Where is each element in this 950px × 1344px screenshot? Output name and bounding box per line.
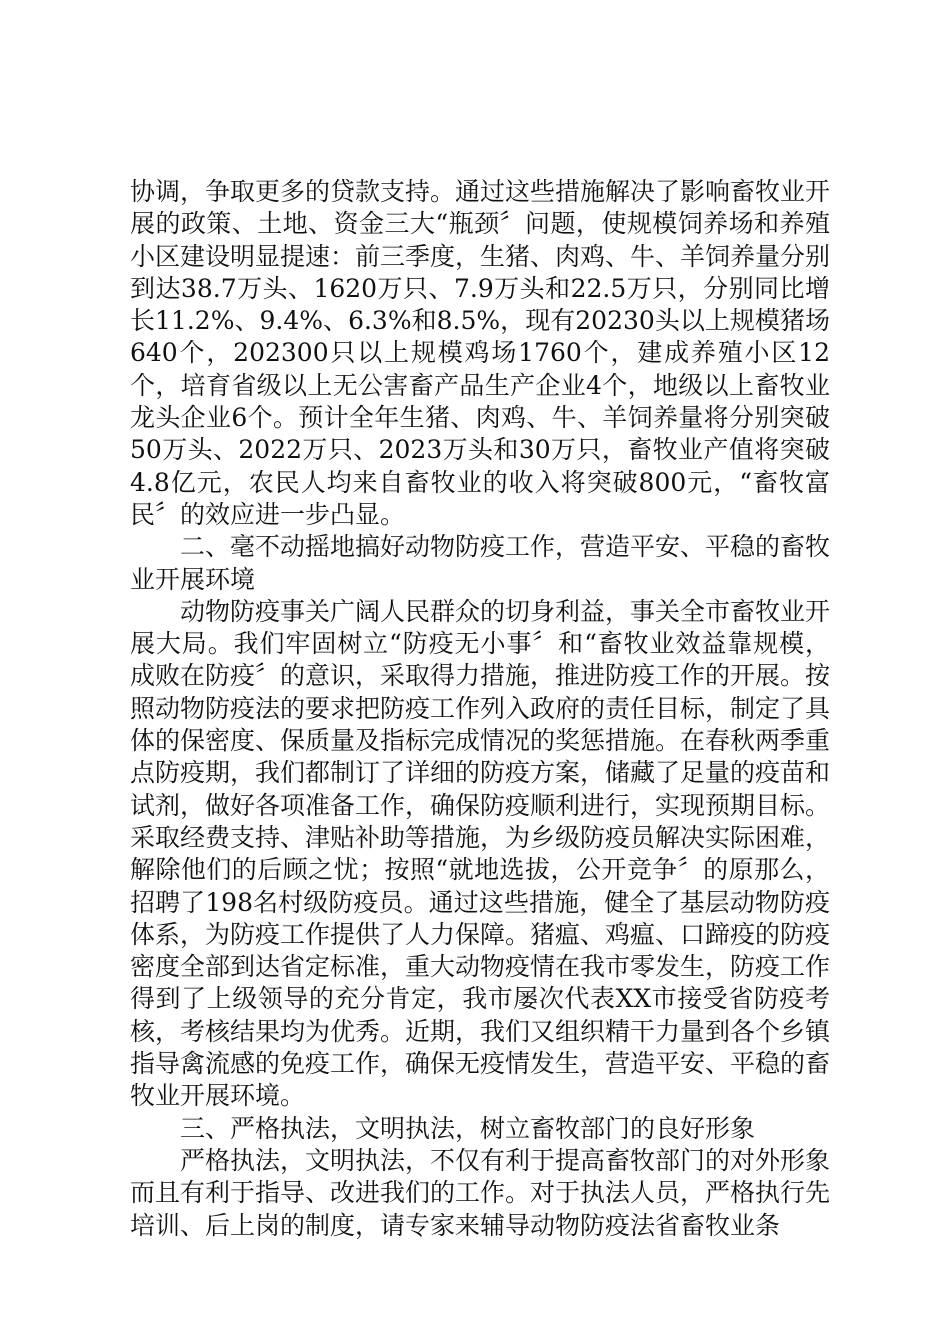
body-paragraph: 协调，争取更多的贷款支持。通过这些措施解决了影响畜牧业开展的政策、土地、资金三大“瓶颈〞问题，使规模饲养场和养殖小区建设明显提速：前三季度，生猪、肉鸡、牛、羊饲养量分别到达38.7万头、1620万只、7.9万头和22.5万只，分别同比增长11.2%、9.4%、6.3%和8.5%，现有20230头以上规模猪场640个，202300只以上规模鸡场1760个，建成养殖小区12个，培育省级以上无公害畜产品生产企业4个，地级以上畜牧业龙头企业6个。预计全年生猪、肉鸡、牛、羊饲养量将分别突破50万头、2022万只、2023万头和30万只，畜牧业产值将突破4.8亿元，农民人均来自畜牧业的收入将突破800元，“畜牧富民〞的效应进一步凸显。 [130, 177, 831, 529]
section-heading: 二、毫不动摇地搞好动物防疫工作，营造平安、平稳的畜牧业开展环境 [130, 532, 831, 594]
section-heading: 三、严格执法，文明执法，树立畜牧部门的良好形象 [180, 1113, 756, 1143]
body-paragraph: 动物防疫事关广阔人民群众的切身利益，事关全市畜牧业开展大局。我们牢固树立“防疫无小事〞和“畜牧业效益靠规模，成败在防疫〞的意识，采取得力措施，推进防疫工作的开展。按照动物防疫法的要求把防疫工作列入政府的责任目标，制定了具体的保密度、保质量及指标完成情况的奖惩措施。在春秋两季重点防疫期，我们都制订了详细的防疫方案，储藏了足量的疫苗和试剂，做好各项准备工作，确保防疫顺利进行，实现预期目标。采取经费支持、津贴补助等措施，为乡级防疫员解决实际困难，解除他们的后顾之忧；按照“就地选拔，公开竞争〞的原那么，招聘了198名村级防疫员。通过这些措施，健全了基层动物防疫体系，为防疫工作提供了人力保障。猪瘟、鸡瘟、口蹄疫的防疫密度全部到达省定标准，重大动物疫情在我市零发生，防疫工作得到了上级领导的充分肯定，我市屡次代表XX市接受省防疫考核，考核结果均为优秀。近期，我们又组织精干力量到各个乡镇指导禽流感的免疫工作，确保无疫情发生，营造平安、平稳的畜牧业开展环境。 [130, 596, 831, 1111]
body-paragraph: 严格执法，文明执法，不仅有利于提高畜牧部门的对外形象而且有利于指导、改进我们的工作。对于执法人员，严格执行先培训、后上岗的制度，请专家来辅导动物防疫法省畜牧业条 [130, 1145, 831, 1240]
document-page [130, 176, 830, 1242]
